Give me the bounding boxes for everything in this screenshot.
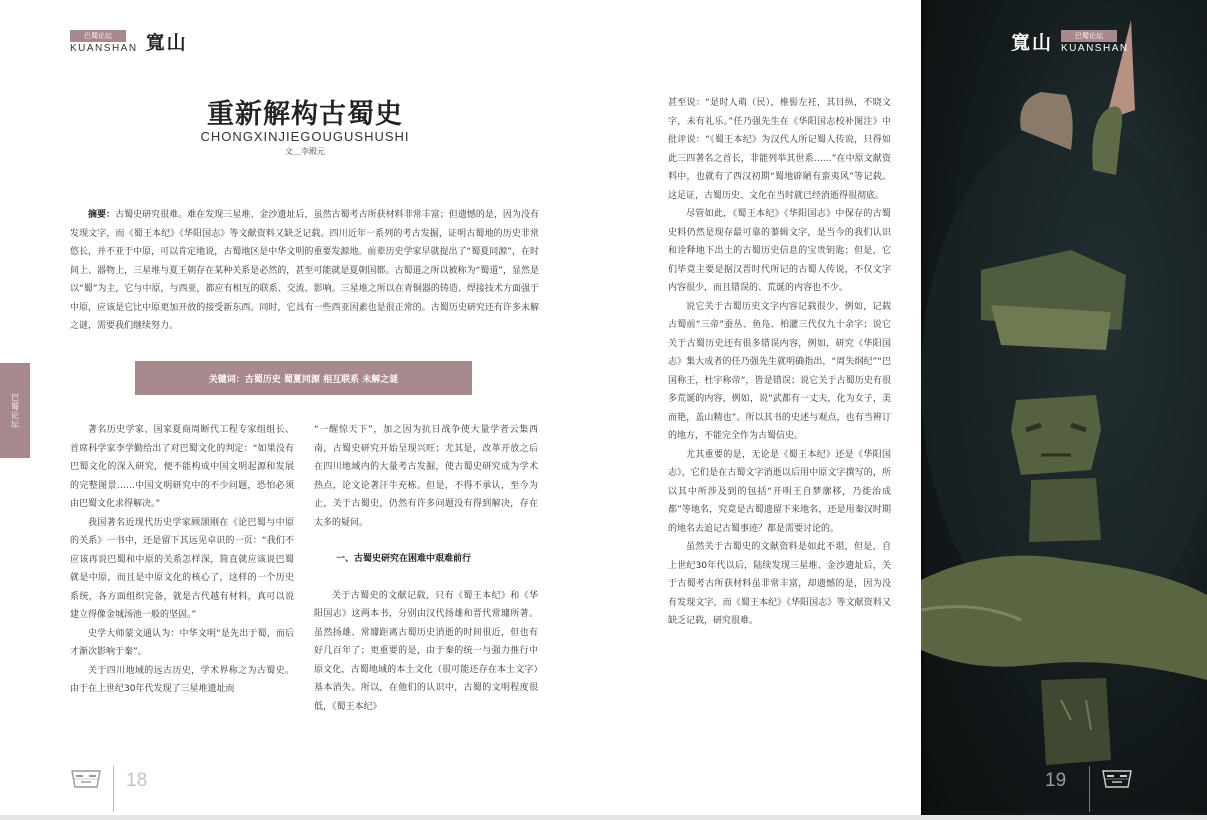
article-author: 文＿李殿元	[285, 147, 325, 156]
page-number: 18	[126, 770, 148, 791]
article-title: 重新解构古蜀史	[207, 99, 403, 130]
magazine-latin-name: KUANSHAN	[70, 42, 138, 54]
bronze-statue-photo	[921, 0, 1207, 815]
abstract-label: 摘要：	[88, 210, 116, 220]
keywords-band	[135, 361, 472, 395]
body-column-1	[70, 421, 294, 699]
header-brand-right	[1011, 28, 1129, 55]
abstract	[70, 206, 539, 336]
paragraph: 我国著名近现代历史学家顾颉刚在《论巴蜀与中原的关系》一书中，还是留下其远见卓识的一页：“我们不应该再说巴蜀和中原的关系怎样深，简直就应该说巴蜀就是中原，而且是中原文化的核心了，这样的一个历史系统，各方面组织完备，就是古代越有材料，真可以说建立得像金城汤池一般的坚固。”	[70, 517, 294, 620]
paragraph: 虽然关于古蜀史的文献资料是如此不堪，但是，自上世纪30年代以后，陆续发现三星堆、金沙遗址后，关于古蜀考古所获材料虽非常丰富，却遗憾的是，因为没有发现文字，而《蜀王本纪》《华阳国志》等文献资料又缺乏记载，研究很难。	[668, 542, 891, 626]
body-column-2	[314, 421, 538, 716]
paragraph: 尽管如此，《蜀王本纪》《华阳国志》中保存的古蜀史料仍然是现存最可靠的蓁辑文字，是当今的我们认识和诠释地下出土的古蜀历史信息的宝贵钥匙；但是，它们毕竟主要是据汉晋时代所记的古蜀人传说，不仅文字内容很少，而且错误的、荒诞的内容也不少。	[668, 209, 891, 293]
abstract-text: 古蜀史研究很难。难在发现三星堆、金沙遗址后，虽然古蜀考古所获材料非常丰富；但遗憾的是，因为没有发现文字，而《蜀王本纪》《华阳国志》等文献资料又缺乏记载。四川近年一系列的考古发掘，证明古蜀地的历史非常悠长，并不亚于中原，可以肯定地说，古蜀地区是中华文明的重要发源地。前辈历史学家早就提出了“蜀夏同源”，在时间上、器物上，三星堆与夏王朝存在某种关系是必然的，甚至可能就是夏朝国都。古蜀道之所以被称为“蜀道”，显然是以“蜀”为主，它与中原，与西亚，都应有相互的联系、交流、影响。三星堆之所以在青铜器的铸造、焊接技术方面强于中原，应该是它比中原更加开放的接受新东西。同时，它具有一些西亚因素也是很正常的。古蜀历史研究还有许多未解之谜，需要我们继续努力。	[70, 210, 539, 331]
section-heading: 一、古蜀史研究在困难中艰难前行	[336, 554, 472, 564]
magazine-logo: 寬山	[145, 32, 188, 54]
paragraph: 甚至说：“是时人萌（民），椎髻左衽，其目纵，不晓文字，未有礼乐。”任乃强先生在《华阳国志校补图注》中批评说：“《蜀王本纪》为汉代人所记蜀人传说，只得如此三四著名之首长，非能列举其世系……”在中原文献资料中，也就有了西汉初期“蜀地辟陋有蛮夷风”等记载。这足证，古蜀历史、文化在当时就已经消逝得很彻底。	[668, 98, 891, 201]
body-column-3	[668, 94, 891, 631]
paragraph: “一醒惊天下”，加之因为抗日战争使大量学者云集西南，古蜀史研究开始呈现兴旺；尤其是，改革开放之后在四川地域内的大量考古发掘，使古蜀史研究成为学术热点，论文论著汗牛充栋。但是，不得不承认，至今为止，关于古蜀史，仍然有许多问题没有得到解决，存在太多的疑问。	[314, 425, 538, 528]
page-number: 19	[1045, 770, 1067, 791]
paragraph: 史学大师蒙文通认为：中华文明“是先出于蜀，而后才渐次影响于秦”。	[70, 628, 294, 657]
folio-divider	[1089, 766, 1090, 812]
bronze-mask-icon	[1101, 767, 1133, 791]
side-tab-label: 巴蜀论坛	[10, 392, 20, 429]
column-tag: 巴蜀论坛	[70, 30, 126, 42]
paragraph: 关于古蜀史的文献记载，只有《蜀王本纪》和《华阳国志》这两本书，分别由汉代扬雄和晋代常璩所著。虽然扬雄、常璩距离古蜀历史消逝的时间很近，但也有好几百年了；更重要的是，由于秦的统一与强力推行中原文化，古蜀地域的本土文化（很可能还存在本土文字）基本消失。所以，在他们的认识中，古蜀的文明程度很低，《蜀王本纪》	[314, 590, 538, 712]
article-pinyin: CHONGXINJIEGOUGUSHUSHI	[200, 129, 410, 144]
paragraph: 著名历史学家、国家夏商周断代工程专家组组长、首席科学家李学勤给出了对巴蜀文化的判定：“如果没有巴蜀文化的深入研究，便不能构成中国文明起源和发展的完整图景……中国文明研究中的不少问题，恐怕必须由巴蜀文化求得解决。”	[70, 425, 294, 509]
paragraph: 关于四川地域的远古历史，学术界称之为古蜀史。由于在上世纪30年代发现了三星堆遗址而	[70, 665, 294, 694]
paragraph: 尤其重要的是，无论是《蜀王本纪》还是《华阳国志》，它们是在古蜀文字消逝以后用中原文字撰写的，所以其中所涉及到的包括“开明王自梦廓移，乃徙治成都”等地名，究竟是古蜀遗留下来地名，还是用秦汉时期的地名去追记古蜀事迹？都是需要讨论的。	[668, 449, 891, 534]
paragraph: 说它关于古蜀历史文字内容记载很少，例如，记载古蜀前“三帝”蚕丛、鱼凫、柏灌三代仅九十余字；说它关于古蜀历史还有很多错误内容，例如，研究《华阳国志》集大成者的任乃强先生就明确指出，“周失纲纪”“巴国称王，杜宇称帝”，皆是错误；说它关于古蜀历史有很多荒诞的内容，例如，说“武都有一丈夫，化为女子，美而艳，盖山精也”。所以其书的史述与观点，也有当辨订的地方，不能完全作为古蜀信史。	[668, 301, 891, 441]
column-tag: 巴蜀论坛	[1061, 30, 1117, 42]
bronze-figure-illustration	[921, 0, 1207, 815]
header-brand-left	[70, 28, 188, 55]
magazine-latin-name: KUANSHAN	[1061, 42, 1129, 54]
bronze-mask-icon	[70, 767, 102, 791]
keywords-text: 关键词：古蜀历史 蜀夏同源 相互联系 未解之谜	[208, 374, 399, 385]
folio-divider	[113, 766, 114, 812]
page-bottom-strip	[0, 815, 1207, 820]
magazine-logo: 寬山	[1011, 32, 1054, 54]
section-side-tab	[0, 363, 30, 458]
